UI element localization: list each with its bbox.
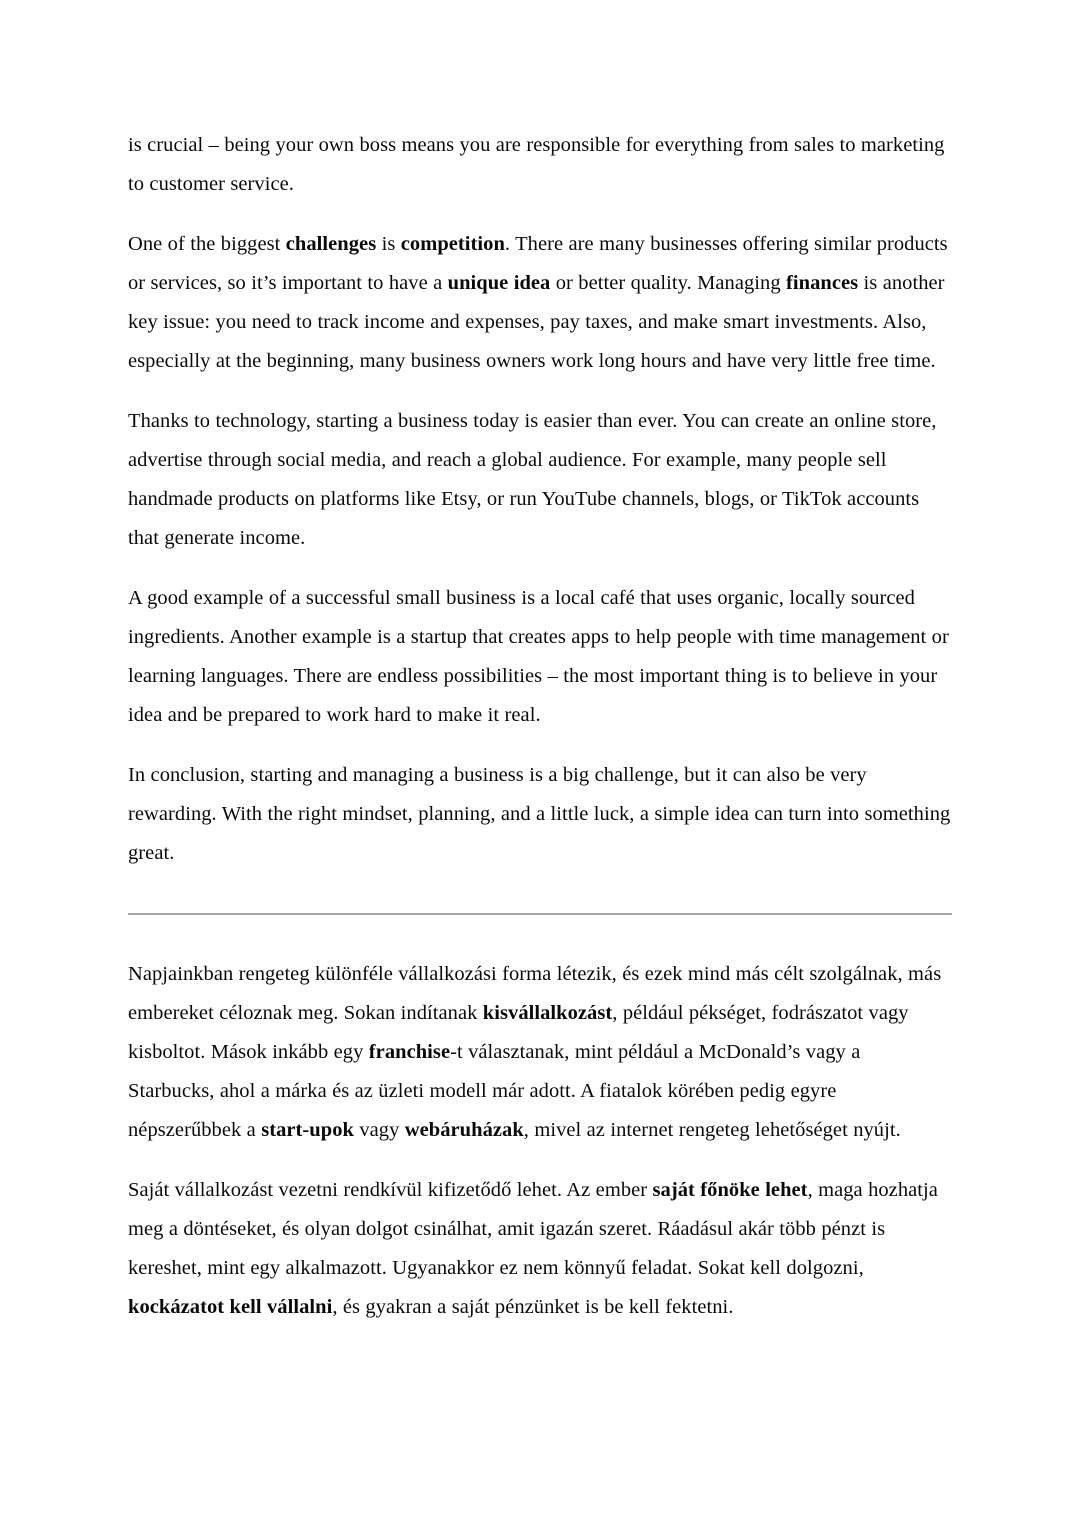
emphasis-text: saját főnöke lehet bbox=[652, 1179, 808, 1201]
emphasis-text: kockázatot kell vállalni bbox=[128, 1296, 333, 1318]
section-english bbox=[128, 126, 952, 873]
section-divider bbox=[128, 913, 952, 915]
emphasis-text: franchise bbox=[368, 1041, 451, 1063]
paragraph: One of the biggest challenges is competition. There are many businesses offering similar products or services, so it’s important to have a unique idea or better quality. Managing finances is another key issue: you need to track income and expenses, pay taxes, and make smart investments. Also, especially at the beginning, many business owners work long hours and have very little free time. bbox=[128, 233, 948, 372]
emphasis-text: kisvállalkozást bbox=[482, 1002, 613, 1024]
paragraph: A good example of a successful small business is a local café that uses organic, locally sourced ingredients. Another example is a startup that creates apps to help people with time management or learning languages. There are endless possibilities – the most important thing is to believe in your idea and be prepared to work hard to make it real. bbox=[128, 587, 949, 726]
paragraph: Napjainkban rengeteg különféle vállalkozási forma létezik, és ezek mind más célt szolgálnak, más embereket céloznak meg. Sokan indítanak kisvállalkozást, például pékséget, fodrászatot vagy kisboltot. Mások inkább egy franchise-t választanak, mint például a McDonald’s vagy a Starbucks, ahol a márka és az üzleti modell már adott. A fiatalok körében pedig egyre népszerűbbek a start-upok vagy webáruházak, mivel az internet rengeteg lehetőséget nyújt. bbox=[128, 963, 942, 1141]
section-hungarian bbox=[128, 955, 952, 1327]
emphasis-text: unique idea bbox=[447, 272, 551, 294]
emphasis-text: competition bbox=[400, 233, 505, 255]
emphasis-text: challenges bbox=[285, 233, 377, 255]
paragraph: is crucial – being your own boss means you are responsible for everything from sales to marketing to customer service. bbox=[128, 134, 945, 195]
emphasis-text: start-upok bbox=[261, 1119, 354, 1141]
document-content bbox=[128, 126, 952, 1327]
paragraph: Saját vállalkozást vezetni rendkívül kifizetődő lehet. Az ember saját főnöke lehet, maga hozhatja meg a döntéseket, és olyan dolgot csinálhat, amit igazán szeret. Ráadásul akár több pénzt is kereshet, mint egy alkalmazott. Ugyanakkor ez nem könnyű feladat. Sokat kell dolgozni, kockázatot kell vállalni, és gyakran a saját pénzünket is be kell fektetni. bbox=[128, 1179, 938, 1318]
paragraph: Thanks to technology, starting a business today is easier than ever. You can create an online store, advertise through social media, and reach a global audience. For example, many people sell handmade products on platforms like Etsy, or run YouTube channels, blogs, or TikTok accounts that generate income. bbox=[128, 410, 937, 549]
section-divider-wrapper bbox=[128, 913, 952, 915]
paragraph: In conclusion, starting and managing a business is a big challenge, but it can also be very rewarding. With the right mindset, planning, and a little luck, a simple idea can turn into something great. bbox=[128, 764, 951, 864]
emphasis-text: webáruházak bbox=[404, 1119, 524, 1141]
emphasis-text: finances bbox=[786, 272, 859, 294]
